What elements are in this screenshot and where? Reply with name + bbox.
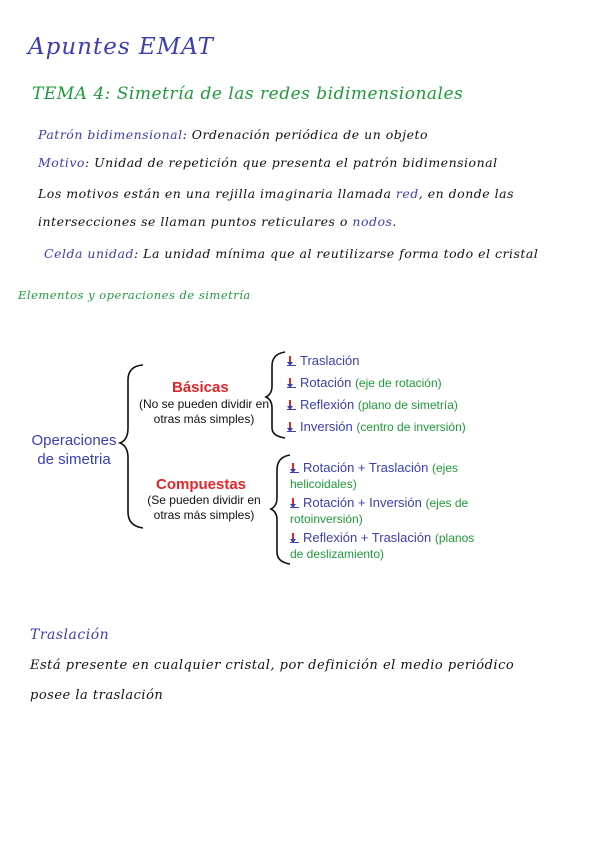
text-patron: : Ordenación periódica de un objeto [182,127,429,142]
term-red: red [395,186,419,201]
basicas-desc: (No se pueden dividir en otras más simples) [138,397,270,426]
term-nodos: nodos [352,214,393,229]
term-motivo: Motivo [38,155,85,170]
arrow-icon [287,378,296,388]
root-operaciones: Operaciones de simetria [31,432,117,468]
term-patron: Patrón bidimensional [38,127,183,142]
compuestas-item-3: Reflexión + Traslación (planos de deslizamiento) [290,530,475,561]
term-celda: Celda unidad [44,246,134,261]
section-title: Elementos y operaciones de simetría [18,288,251,302]
text-motivo: : Unidad de repetición que presenta el patrón bidimensional [84,155,498,170]
compuestas-title: Compuestas [156,476,247,493]
arrow-icon [290,533,299,543]
basicas-title: Básicas [172,379,229,396]
traslacion-line-1: Está presente en cualquier cristal, por definición el medio periódico [30,658,515,673]
text-celda: : La unidad mínima que al reutilizarse forma todo el cristal [133,246,539,261]
arrow-icon [287,400,296,410]
page-title: Apuntes EMAT [28,34,214,60]
arrow-icon [287,356,296,366]
arrow-icon [290,498,299,508]
text-nodos-pre: intersecciones se llaman puntos reticulares o [38,214,348,229]
basicas-item-3: Reflexión (plano de simetría) [287,397,458,413]
arrow-icon [290,463,299,473]
compuestas-item-1: Rotación + Traslación (ejes helicoidales) [290,460,459,491]
basicas-item-1: Traslación [287,353,359,369]
text-red-pre: Los motivos están en una rejilla imaginaria llamada [38,186,392,201]
text-nodos-post: . [392,214,397,229]
compuestas-item-2: Rotación + Inversión (ejes de rotoinversión) [290,495,469,526]
topic-title: TEMA 4: Simetría de las redes bidimensionales [32,84,464,104]
text-red-post: , en donde las [418,186,514,201]
traslacion-line-2: posee la traslación [30,688,164,703]
basicas-item-2: Rotación (eje de rotación) [287,375,442,391]
arrow-icon [287,422,296,432]
traslacion-title: Traslación [30,627,110,643]
compuestas-desc: (Se pueden dividir en otras más simples) [147,493,261,522]
basicas-item-4: Inversión (centro de inversión) [287,419,466,435]
